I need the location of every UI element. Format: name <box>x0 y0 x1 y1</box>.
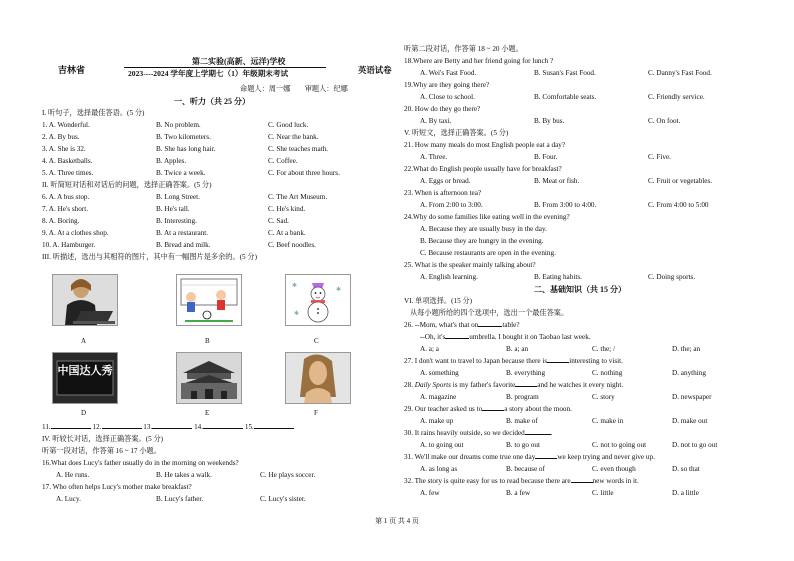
q27-blank[interactable] <box>547 362 569 363</box>
q20-c: C. On foot. <box>648 117 681 125</box>
tiananmen-image <box>177 353 241 403</box>
q22-b: B. Meat or fish. <box>534 177 580 185</box>
q2-b: B. Two kilometers. <box>156 133 211 141</box>
q32-blank[interactable] <box>571 482 593 483</box>
q30-a: A. to going out <box>420 441 464 449</box>
q1-c: C. Good luck. <box>268 121 309 129</box>
talent-show-logo <box>53 353 117 403</box>
answer-11-number: 11. <box>42 423 51 431</box>
part-3-instr: III. 听描述，选出与其相符的图片，其中有一幅图片是多余的。(5 分) <box>42 253 258 261</box>
q6-c: C. The Art Museum. <box>268 193 328 201</box>
school-name: 第二实验(高新、远洋)学校 <box>192 57 286 66</box>
q26-blank-1[interactable] <box>478 326 502 327</box>
q6-a: 6. A. A bus stop. <box>42 193 90 201</box>
q7-b: B. He's tall. <box>156 205 190 213</box>
q18-a: A. Wei's Fast Food. <box>420 69 477 77</box>
q17-question: 17. Who often helps Lucy's mother make breakfast? <box>42 483 192 491</box>
q19-b: B. Comfortable seats. <box>534 93 597 101</box>
q22-question: 22.What do English people usually have for breakfast? <box>404 165 562 173</box>
q8-b: B. Interesting. <box>156 217 197 225</box>
q16-question: 16.What does Lucy's father usually do in the morning on weekends? <box>42 459 239 467</box>
answer-13-blank[interactable] <box>152 428 192 429</box>
q29-d: D. make out <box>672 417 708 425</box>
q23-b: B. From 3:00 to 4:00. <box>534 201 597 209</box>
q28-question: 28. Daily Sports is my father's favorite and he watches it every night. <box>404 381 624 389</box>
header-rule <box>124 67 326 68</box>
q31-blank[interactable] <box>535 458 557 459</box>
q27-d: D. anything <box>672 369 706 377</box>
q17-a: A. Lucy. <box>56 495 81 503</box>
q1-b: B. No problem. <box>156 121 201 129</box>
q18-b: B. Susan's Fast Food. <box>534 69 596 77</box>
part-6-instr: VI. 单项选择。(15 分) <box>404 297 473 305</box>
q32-c: C. little <box>592 489 614 497</box>
q25-b: B. Eating habits. <box>534 273 582 281</box>
q10-a: 10. A. Hamburger. <box>42 241 96 249</box>
province: 吉林省 <box>58 65 86 75</box>
q24-a: A. Because they are usually busy in the day. <box>420 225 547 233</box>
q21-a: A. Three. <box>420 153 448 161</box>
picture-e-tiananmen <box>176 352 242 404</box>
q25-c: C. Doing sports. <box>648 273 696 281</box>
q28-b: B. program <box>506 393 539 401</box>
q27-b: B. everything <box>506 369 546 377</box>
q26-blank-2[interactable] <box>445 338 469 339</box>
q20-b: B. By bus. <box>534 117 565 125</box>
part-2-instr: II. 听简短对话和对话后的问题，选择正确答案。(5 分) <box>42 181 212 189</box>
answer-12-number: 12. <box>92 423 102 431</box>
q9-b: B. At a restaurant. <box>156 229 209 237</box>
q30-c: C. not to going out <box>592 441 647 449</box>
answer-14-number: 14. <box>194 423 204 431</box>
q25-question: 25. What is the speaker mainly talking about? <box>404 261 536 269</box>
q26-d: D. the; an <box>672 345 701 353</box>
q26-b: B. a; an <box>506 345 529 353</box>
svg-text:✱: ✱ <box>292 283 298 289</box>
q5-b: B. Twice a week. <box>156 169 206 177</box>
q30-b: B. to go out <box>506 441 540 449</box>
q21-b: B. Four. <box>534 153 558 161</box>
q16-a: A. He runs. <box>56 471 90 479</box>
q16-b: B. He takes a walk. <box>156 471 212 479</box>
answer-15-blank[interactable] <box>254 428 294 429</box>
page-footer: 第 1 页 共 4 页 <box>375 517 419 525</box>
q17-c: C. Lucy's sister. <box>260 495 306 503</box>
answer-11-blank[interactable] <box>51 428 91 429</box>
q3-c: C. She teaches math. <box>268 145 329 153</box>
q23-question: 23. When is afternoon tea? <box>404 189 482 197</box>
q10-b: B. Bread and milk. <box>156 241 211 249</box>
authors: 命题人：周一娜 审题人：纪娜 <box>240 85 348 93</box>
woman-portrait-image <box>286 353 350 403</box>
q26-a: A. a; a <box>420 345 439 353</box>
section-1-title: 一、听力（共 25 分） <box>174 97 250 106</box>
snowman-image <box>286 275 350 325</box>
q5-c: C. For about three hours. <box>268 169 340 177</box>
label-c: C <box>314 337 319 345</box>
q24-question: 24.Why do some families like eating well in the evening? <box>404 213 570 221</box>
q21-question: 21. How many meals do most English people eat a day? <box>404 141 566 149</box>
part-5-instr: V. 听短文，选择正确答案。(5 分) <box>404 129 509 137</box>
q10-c: C. Beef noodles. <box>268 241 316 249</box>
picture-d-talent-show <box>52 352 118 404</box>
q2-a: 2. A. By bus. <box>42 133 80 141</box>
q2-c: C. Near the bank. <box>268 133 319 141</box>
q30-question: 30. It rains heavily outside, so we decided . <box>404 429 553 437</box>
picture-c-snowman <box>285 274 351 326</box>
q26-c: C. the; / <box>592 345 615 353</box>
answer-14-blank[interactable] <box>203 428 243 429</box>
q28-c: C. story <box>592 393 615 401</box>
q32-b: B. a few <box>506 489 531 497</box>
q32-a: A. few <box>420 489 440 497</box>
picture-f-woman-portrait <box>285 352 351 404</box>
answer-15-number: 15. <box>244 423 254 431</box>
label-a: A <box>81 337 87 345</box>
q23-c: C. From 4:00 to 5:00 <box>648 201 709 209</box>
q1-a: 1. A. Wonderful. <box>42 121 90 129</box>
part-4-sub-1: 听第一段对话，作答第 16 ~ 17 小题。 <box>42 447 161 455</box>
subject: 英语试卷 <box>358 66 392 75</box>
answer-13-number: 13. <box>143 423 153 431</box>
part-4-sub-2: 听第二段对话，作答第 18 ~ 20 小题。 <box>404 45 523 53</box>
q19-question: 19.Why are they going there? <box>404 81 490 89</box>
q19-a: A. Close to school. <box>420 93 475 101</box>
q26-question: 26. --Mom, what's that on table? <box>404 321 520 329</box>
picture-a-woman-laptop <box>52 274 118 326</box>
talent-show-text: 中国达人秀 <box>57 364 113 377</box>
q7-a: 7. A. He's short. <box>42 205 89 213</box>
q25-a: A. English learning. <box>420 273 478 281</box>
q21-c: C. Five. <box>648 153 671 161</box>
answer-line-11-15 <box>42 424 294 431</box>
q5-a: 5. A. Three times. <box>42 169 94 177</box>
q17-b: B. Lucy's father. <box>156 495 204 503</box>
laptop-woman-image <box>53 275 117 325</box>
part-4-instr: IV. 听较长对话，选择正确答案。(5 分) <box>42 435 164 443</box>
q31-c: C. even though <box>592 465 636 473</box>
q20-a: A. By taxi. <box>420 117 452 125</box>
q4-b: B. Apples. <box>156 157 187 165</box>
q22-c: C. Fruit or vegetables. <box>648 177 713 185</box>
soccer-cartoon-image <box>177 275 241 325</box>
q18-question: 18.Where are Betty and her friend going for lunch ? <box>404 57 554 65</box>
picture-b-soccer <box>176 274 242 326</box>
q31-a: A. as long as <box>420 465 458 473</box>
q31-d: D. so that <box>672 465 700 473</box>
q26-reply: --Oh, it's umbrella. I bought it on Taobao last week. <box>420 333 591 341</box>
q27-a: A. something <box>420 369 459 377</box>
q19-c: C. Friendly service. <box>648 93 705 101</box>
q4-c: C. Coffee. <box>268 157 298 165</box>
q28-d: D. newspaper <box>672 393 712 401</box>
q29-c: C. make in <box>592 417 624 425</box>
q29-a: A. make up <box>420 417 454 425</box>
svg-text:✱: ✱ <box>294 311 300 317</box>
q32-question: 32. The story is quite easy for us to read because there are new words in it. <box>404 477 639 485</box>
answer-12-blank[interactable] <box>102 428 142 429</box>
label-f: F <box>314 409 318 417</box>
q6-b: B. Long Street. <box>156 193 200 201</box>
q32-d: D. a little <box>672 489 699 497</box>
q22-a: A. Eggs or bread. <box>420 177 471 185</box>
q31-question: 31. We'll make our dreams come true one day we keep trying and never give up. <box>404 453 655 461</box>
q23-a: A. From 2:00 to 3:00. <box>420 201 483 209</box>
q28-a: A. magazine <box>420 393 457 401</box>
q8-a: 8. A. Boring. <box>42 217 80 225</box>
q3-b: B. She has long hair. <box>156 145 216 153</box>
label-b: B <box>205 337 210 345</box>
q20-question: 20. How do they go there? <box>404 105 481 113</box>
q31-b: B. because of <box>506 465 545 473</box>
section-2-title: 二、基础知识（共 15 分） <box>534 285 626 294</box>
q27-question: 27. I don't want to travel to Japan because there is interesting to visit. <box>404 357 623 365</box>
q7-c: C. He's kind. <box>268 205 306 213</box>
svg-text:✱: ✱ <box>336 287 342 293</box>
q24-b: B. Because they are hungry in the evening. <box>420 237 544 245</box>
q24-c: C. Because restaurants are open in the evening. <box>420 249 556 257</box>
q27-c: C. nothing <box>592 369 623 377</box>
q28-blank[interactable] <box>515 386 537 387</box>
q16-c: C. He plays soccer. <box>260 471 316 479</box>
q4-a: 4. A. Basketballs. <box>42 157 93 165</box>
q3-a: 3. A. She is 32. <box>42 145 86 153</box>
label-e: E <box>205 409 210 417</box>
part-1-instr: I. 听句子，选择最佳答语。(5 分) <box>42 109 145 117</box>
part-6-sub: 从每小题所给的四个选项中，选出一个最佳答案。 <box>410 309 569 317</box>
exam-title: 2023----2024 学年度上学期七（1）年级期末考试 <box>128 69 289 78</box>
q30-blank[interactable] <box>525 434 551 435</box>
q18-c: C. Danny's Fast Food. <box>648 69 712 77</box>
q29-b: B. make of <box>506 417 538 425</box>
q30-d: D. not to go out <box>672 441 718 449</box>
label-d: D <box>81 409 87 417</box>
q9-c: C. At a bank. <box>268 229 306 237</box>
q9-a: 9. A. At a clothes shop. <box>42 229 109 237</box>
q29-question: 29. Our teacher asked us to a story about the moon. <box>404 405 572 413</box>
q29-blank[interactable] <box>482 410 504 411</box>
q8-c: C. Sad. <box>268 217 289 225</box>
